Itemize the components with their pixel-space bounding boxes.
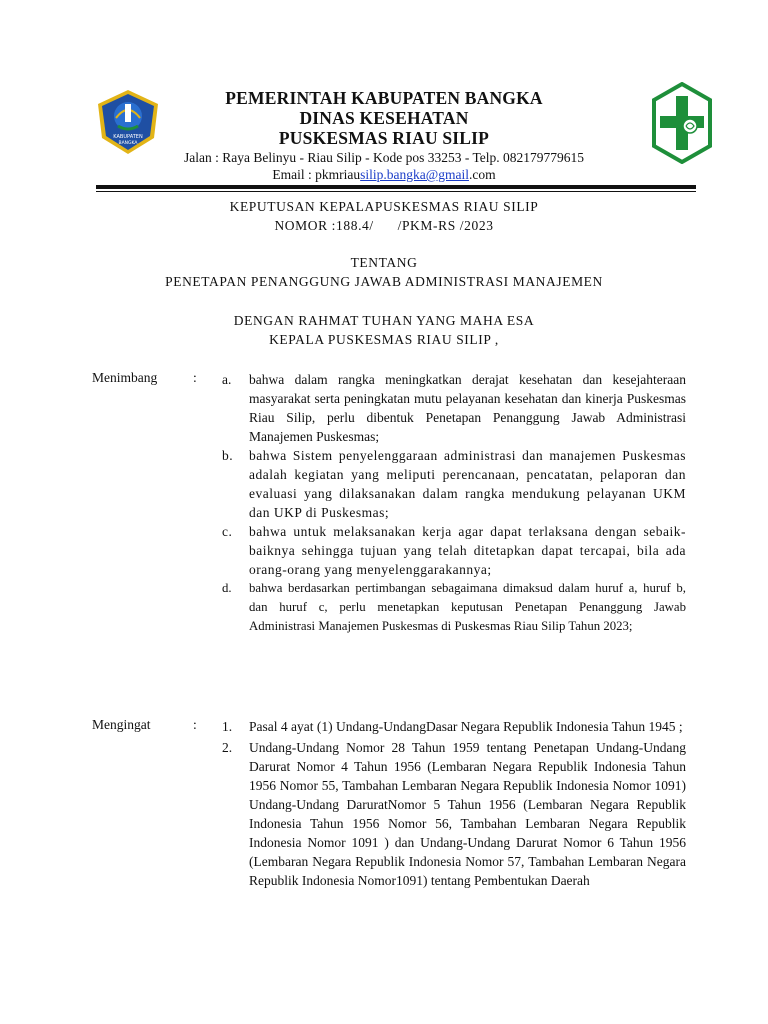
item-text: bahwa Sistem penyelenggaraan administrasi dan manajemen Puskesmas adalah kegiatan yang meliputi perencanaan, pencatatan, pelaporan dan evaluasi yang dilaksanakan dalam rangka mendukung pelayanan UKM dan UKP di Puskesmas; (249, 448, 686, 520)
mengingat-item-2 (222, 738, 686, 890)
mengingat-label: Mengingat (92, 717, 151, 732)
header-divider-thin (96, 191, 696, 192)
menimbang-label: Menimbang (92, 370, 158, 385)
item-text: bahwa dalam rangka meningkatkan derajat kesehatan dan kesejahteraan masyarakat serta peningkatan mutu pelayanan kesehatan dan kinerja Puskesmas Riau Silip, perlu dibentuk Penetapan Penanggung Jawab Administrasi Manajemen Puskesmas; (249, 372, 686, 444)
menimbang-item-b (222, 446, 686, 522)
item-text: Undang-Undang Nomor 28 Tahun 1959 tentang Penetapan Undang-Undang Darurat Nomor 4 Tahun 1956 (Lembaran Negara Republik Indonesia Tahun 1956 Nomor 55, Tambahan Lembaran Negara Republik Indonesia Nomor 1091) Undang-Undang DaruratNomor 5 Tahun 1956 (Lembaran Negara Republik Indonesia Tahun 1956 Nomor 56, Tambahan Lembaran Negara Republik Indonesia Nomor 1091 ) dan Undang-Undang Darurat Nomor 6 Tahun 1956 (Lembaran Negara Republik Indonesia Nomor 57, Tambahan Lembaran Negara Republik Indonesia Nomor1091) tentang Pembentukan Daerah (249, 740, 686, 888)
item-text: bahwa berdasarkan pertimbangan sebagaimana dimaksud dalam huruf a, huruf b, dan huruf c, perlu menetapkan keputusan Penetapan Penanggung Jawab Administrasi Manajemen Puskesmas di Puskesmas Riau Silip Tahun 2023; (249, 581, 686, 633)
menimbang-item-c (222, 522, 686, 579)
item-marker: b. (222, 448, 234, 463)
subject-line1: TENTANG (350, 255, 418, 270)
preamble-line1: DENGAN RAHMAT TUHAN YANG MAHA ESA (233, 313, 535, 328)
decree-subject (80, 253, 688, 291)
header-line1: PEMERINTAH KABUPATEN BANGKA (225, 88, 543, 108)
letterhead (130, 88, 638, 183)
header-address: Jalan : Raya Belinyu - Riau Silip - Kode pos 33253 - Telp. 082179779615 (183, 150, 585, 165)
logo-left-text2: BANGKA (118, 141, 138, 146)
header-divider-thick (96, 185, 696, 189)
item-text: bahwa untuk melaksanakan kerja agar dapat terlaksana dengan sebaik-baiknya sehingga tujuan yang telah ditetapkan dapat tercapai, bila ada orang-orang yang menyelenggarakannya; (249, 524, 686, 577)
item-marker: a. (222, 372, 232, 387)
item-marker: 1. (222, 719, 233, 734)
decree-number: NOMOR :188.4/ /PKM-RS /2023 (274, 218, 494, 233)
menimbang-item-a (222, 370, 686, 446)
decree-preamble (80, 311, 688, 349)
menimbang-colon: : (193, 370, 197, 385)
menimbang-list (222, 370, 686, 636)
puskesmas-logo (652, 82, 712, 164)
mengingat-item-1 (222, 717, 686, 736)
mengingat-colon: : (193, 717, 197, 732)
item-marker: c. (222, 524, 233, 539)
email-link[interactable]: silip.bangka@gmail (360, 167, 469, 182)
subject-line2: PENETAPAN PENANGGUNG JAWAB ADMINISTRASI MANAJEMEN (165, 274, 603, 289)
item-marker: d. (222, 581, 232, 595)
email-prefix: Email : pkmriau (272, 167, 361, 182)
decree-title (80, 197, 688, 235)
mengingat-list (222, 717, 686, 890)
preamble-line2: KEPALA PUSKESMAS RIAU SILIP , (269, 332, 499, 347)
item-marker: 2. (222, 740, 233, 755)
item-text: Pasal 4 ayat (1) Undang-UndangDasar Negara Republik Indonesia Tahun 1945 ; (249, 719, 683, 734)
header-email (130, 166, 638, 183)
email-suffix: .com (468, 167, 496, 182)
header-line2: DINAS KESEHATAN (299, 108, 469, 128)
menimbang-item-d (222, 579, 686, 636)
header-line3: PUSKESMAS RIAU SILIP (278, 128, 490, 148)
decree-title-line1: KEPUTUSAN KEPALAPUSKESMAS RIAU SILIP (229, 199, 539, 214)
logo-left-text1: KABUPATEN (113, 134, 143, 140)
